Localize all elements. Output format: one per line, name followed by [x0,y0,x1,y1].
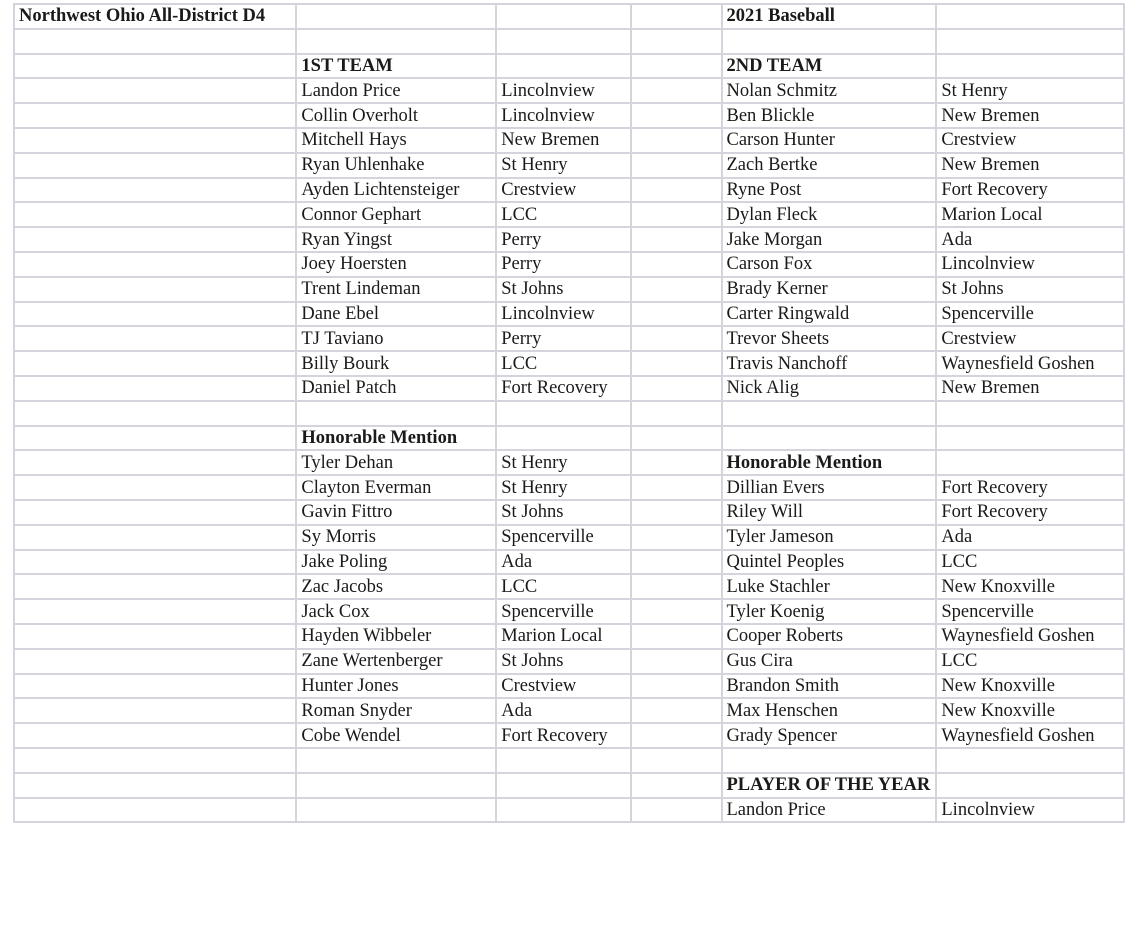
empty-cell[interactable] [14,698,296,723]
player-school[interactable]: Marion Local [496,624,631,649]
player-name[interactable]: Gus Cira [722,649,937,674]
player-name[interactable]: Nolan Schmitz [722,78,937,103]
player-school[interactable]: LCC [496,351,631,376]
player-name[interactable]: Carson Fox [722,252,937,277]
empty-cell[interactable] [14,29,296,54]
player-name[interactable]: Riley Will [722,500,937,525]
player-school[interactable]: Fort Recovery [496,376,631,401]
sheet-row [14,376,1124,401]
player-name[interactable]: Ryan Yingst [296,227,496,252]
empty-cell[interactable] [631,78,721,103]
player-school[interactable]: Spencerville [496,599,631,624]
player-name[interactable]: Jack Cox [296,599,496,624]
empty-cell[interactable] [936,773,1124,798]
sheet-row [14,78,1124,103]
honorable-mention-heading[interactable]: Honorable Mention [722,450,937,475]
empty-cell[interactable] [14,302,296,327]
empty-cell[interactable] [936,401,1124,426]
player-school[interactable]: St Henry [936,78,1124,103]
empty-cell[interactable] [14,153,296,178]
player-name[interactable]: Daniel Patch [296,376,496,401]
sheet-row [14,4,1124,29]
player-school[interactable]: St Johns [496,649,631,674]
player-name[interactable]: Mitchell Hays [296,128,496,153]
empty-cell[interactable] [631,401,721,426]
second-team-heading[interactable]: 2ND TEAM [722,54,937,79]
sheet-title[interactable]: Northwest Ohio All-District D4 [14,4,296,29]
player-school[interactable]: St Henry [496,475,631,500]
empty-cell[interactable] [14,723,296,748]
player-school[interactable]: Crestview [496,178,631,203]
empty-cell[interactable] [296,29,496,54]
first-team-heading[interactable]: 1ST TEAM [296,54,496,79]
empty-cell[interactable] [631,674,721,699]
player-name[interactable]: Brandon Smith [722,674,937,699]
sheet-row [14,599,1124,624]
empty-cell[interactable] [631,153,721,178]
player-name[interactable]: Luke Stachler [722,574,937,599]
player-school[interactable]: Ada [936,227,1124,252]
empty-cell[interactable] [14,277,296,302]
empty-cell[interactable] [631,54,721,79]
player-school[interactable]: Spencerville [496,525,631,550]
empty-cell[interactable] [631,649,721,674]
empty-cell[interactable] [631,4,721,29]
empty-cell[interactable] [631,550,721,575]
player-school[interactable]: St Henry [496,450,631,475]
player-school[interactable]: Waynesfield Goshen [936,624,1124,649]
empty-cell[interactable] [296,748,496,773]
empty-cell[interactable] [631,798,721,823]
empty-cell[interactable] [631,624,721,649]
empty-cell[interactable] [631,29,721,54]
player-school[interactable]: Fort Recovery [936,500,1124,525]
sheet-subtitle[interactable]: 2021 Baseball [722,4,937,29]
sheet-row [14,326,1124,351]
empty-cell[interactable] [631,227,721,252]
sheet-row [14,574,1124,599]
empty-cell[interactable] [14,475,296,500]
empty-cell[interactable] [496,401,631,426]
player-name[interactable]: Max Henschen [722,698,937,723]
player-school[interactable]: Crestview [936,128,1124,153]
player-name[interactable]: Connor Gephart [296,202,496,227]
player-school[interactable]: Fort Recovery [496,723,631,748]
empty-cell[interactable] [936,748,1124,773]
sheet-row [14,475,1124,500]
empty-cell[interactable] [631,128,721,153]
player-school[interactable]: St Johns [936,277,1124,302]
player-name[interactable]: Tyler Koenig [722,599,937,624]
empty-cell[interactable] [14,128,296,153]
empty-cell[interactable] [14,227,296,252]
sheet-row [14,624,1124,649]
sheet-row [14,29,1124,54]
sheet-row [14,128,1124,153]
empty-cell[interactable] [14,78,296,103]
empty-cell[interactable] [14,426,296,451]
empty-cell[interactable] [631,475,721,500]
empty-cell[interactable] [14,401,296,426]
player-school[interactable]: LCC [496,202,631,227]
player-school[interactable]: Perry [496,326,631,351]
player-school[interactable]: Ada [936,525,1124,550]
sheet-row [14,178,1124,203]
empty-cell[interactable] [936,54,1124,79]
player-school[interactable]: Crestview [496,674,631,699]
player-name[interactable]: Ayden Lichtensteiger [296,178,496,203]
empty-cell[interactable] [631,178,721,203]
player-school[interactable]: Fort Recovery [936,178,1124,203]
sheet-row [14,54,1124,79]
sheet-row [14,525,1124,550]
empty-cell[interactable] [631,748,721,773]
player-name[interactable]: Dylan Fleck [722,202,937,227]
empty-cell[interactable] [14,103,296,128]
player-name[interactable]: Dillian Evers [722,475,937,500]
empty-cell[interactable] [14,649,296,674]
empty-cell[interactable] [496,4,631,29]
player-school[interactable]: Lincolnview [936,252,1124,277]
player-school[interactable]: New Bremen [936,153,1124,178]
empty-cell[interactable] [496,29,631,54]
player-school[interactable]: Waynesfield Goshen [936,351,1124,376]
empty-cell[interactable] [631,599,721,624]
sheet-row [14,698,1124,723]
player-school[interactable]: Lincolnview [496,78,631,103]
player-school[interactable]: Crestview [936,326,1124,351]
player-school[interactable]: St Henry [496,153,631,178]
empty-cell[interactable] [722,748,937,773]
empty-cell[interactable] [14,550,296,575]
empty-cell[interactable] [722,401,937,426]
player-school[interactable]: Marion Local [936,202,1124,227]
sheet-row [14,252,1124,277]
sheet-row [14,153,1124,178]
player-school[interactable]: St Johns [496,500,631,525]
player-of-year-heading[interactable]: PLAYER OF THE YEAR [722,773,937,798]
player-name[interactable]: Trevor Sheets [722,326,937,351]
empty-cell[interactable] [631,103,721,128]
sheet-row [14,723,1124,748]
empty-cell[interactable] [14,574,296,599]
spreadsheet-grid [13,3,1125,823]
empty-cell[interactable] [936,4,1124,29]
empty-cell[interactable] [631,450,721,475]
empty-cell[interactable] [14,748,296,773]
player-name[interactable]: Hunter Jones [296,674,496,699]
player-of-year-school[interactable]: Lincolnview [936,798,1124,823]
player-name[interactable]: Collin Overholt [296,103,496,128]
empty-cell[interactable] [631,525,721,550]
player-school[interactable]: Fort Recovery [936,475,1124,500]
player-school[interactable]: Perry [496,227,631,252]
empty-cell[interactable] [631,277,721,302]
player-school[interactable]: New Knoxville [936,574,1124,599]
player-name[interactable]: Trent Lindeman [296,277,496,302]
sheet-row [14,500,1124,525]
player-school[interactable]: LCC [496,574,631,599]
empty-cell[interactable] [14,773,296,798]
empty-cell[interactable] [631,426,721,451]
player-name[interactable]: Ryne Post [722,178,937,203]
empty-cell[interactable] [14,376,296,401]
empty-cell[interactable] [496,773,631,798]
sheet-row [14,202,1124,227]
player-name[interactable]: Brady Kerner [722,277,937,302]
player-name[interactable]: Cobe Wendel [296,723,496,748]
player-school[interactable]: Perry [496,252,631,277]
empty-cell[interactable] [296,798,496,823]
player-name[interactable]: Tyler Dehan [296,450,496,475]
empty-cell[interactable] [722,29,937,54]
player-school[interactable]: New Bremen [936,376,1124,401]
sheet-row [14,426,1124,451]
sheet-row [14,550,1124,575]
player-name[interactable]: Travis Nanchoff [722,351,937,376]
player-name[interactable]: Dane Ebel [296,302,496,327]
player-name[interactable]: Hayden Wibbeler [296,624,496,649]
empty-cell[interactable] [936,426,1124,451]
player-name[interactable]: Ben Blickle [722,103,937,128]
sheet-row [14,773,1124,798]
player-school[interactable]: LCC [936,550,1124,575]
empty-cell[interactable] [631,302,721,327]
player-name[interactable]: Roman Snyder [296,698,496,723]
sheet-row [14,277,1124,302]
empty-cell[interactable] [936,450,1124,475]
empty-cell[interactable] [14,351,296,376]
empty-cell[interactable] [14,450,296,475]
empty-cell[interactable] [14,599,296,624]
player-name[interactable]: TJ Taviano [296,326,496,351]
player-school[interactable]: Waynesfield Goshen [936,723,1124,748]
empty-cell[interactable] [14,326,296,351]
sheet-row [14,351,1124,376]
player-name[interactable]: Carson Hunter [722,128,937,153]
player-name[interactable]: Carter Ringwald [722,302,937,327]
sheet-row [14,674,1124,699]
empty-cell[interactable] [14,525,296,550]
empty-cell[interactable] [722,426,937,451]
player-name[interactable]: Ryan Uhlenhake [296,153,496,178]
player-school[interactable]: LCC [936,649,1124,674]
empty-cell[interactable] [14,624,296,649]
sheet-row [14,649,1124,674]
empty-cell[interactable] [496,748,631,773]
player-name[interactable]: Zane Wertenberger [296,649,496,674]
empty-cell[interactable] [631,326,721,351]
player-school[interactable]: St Johns [496,277,631,302]
player-of-year-name[interactable]: Landon Price [722,798,937,823]
player-school[interactable]: New Knoxville [936,674,1124,699]
empty-cell[interactable] [14,798,296,823]
player-school[interactable]: Ada [496,550,631,575]
empty-cell[interactable] [14,202,296,227]
spreadsheet-body [14,4,1124,822]
player-name[interactable]: Clayton Everman [296,475,496,500]
empty-cell[interactable] [496,54,631,79]
player-name[interactable]: Grady Spencer [722,723,937,748]
player-name[interactable]: Joey Hoersten [296,252,496,277]
player-school[interactable]: New Bremen [496,128,631,153]
empty-cell[interactable] [631,252,721,277]
player-name[interactable]: Zach Bertke [722,153,937,178]
empty-cell[interactable] [296,401,496,426]
honorable-mention-heading[interactable]: Honorable Mention [296,426,496,451]
sheet-row [14,450,1124,475]
sheet-row [14,227,1124,252]
player-name[interactable]: Zac Jacobs [296,574,496,599]
sheet-row [14,103,1124,128]
player-name[interactable]: Cooper Roberts [722,624,937,649]
player-name[interactable]: Gavin Fittro [296,500,496,525]
player-school[interactable]: Ada [496,698,631,723]
empty-cell[interactable] [631,723,721,748]
sheet-row [14,748,1124,773]
player-school[interactable]: Spencerville [936,599,1124,624]
empty-cell[interactable] [496,798,631,823]
player-name[interactable]: Nick Alig [722,376,937,401]
empty-cell[interactable] [14,500,296,525]
empty-cell[interactable] [631,773,721,798]
player-name[interactable]: Tyler Jameson [722,525,937,550]
empty-cell[interactable] [936,29,1124,54]
sheet-row [14,302,1124,327]
empty-cell[interactable] [631,351,721,376]
empty-cell[interactable] [296,4,496,29]
player-name[interactable]: Quintel Peoples [722,550,937,575]
empty-cell[interactable] [496,426,631,451]
empty-cell[interactable] [14,54,296,79]
player-name[interactable]: Billy Bourk [296,351,496,376]
player-name[interactable]: Jake Morgan [722,227,937,252]
player-school[interactable]: New Knoxville [936,698,1124,723]
empty-cell[interactable] [631,574,721,599]
empty-cell[interactable] [631,376,721,401]
empty-cell[interactable] [631,202,721,227]
player-school[interactable]: Spencerville [936,302,1124,327]
empty-cell[interactable] [296,773,496,798]
sheet-row [14,401,1124,426]
player-name[interactable]: Jake Poling [296,550,496,575]
sheet-row [14,798,1124,823]
empty-cell[interactable] [14,252,296,277]
empty-cell[interactable] [631,698,721,723]
player-name[interactable]: Sy Morris [296,525,496,550]
empty-cell[interactable] [631,500,721,525]
player-name[interactable]: Landon Price [296,78,496,103]
player-school[interactable]: Lincolnview [496,103,631,128]
player-school[interactable]: Lincolnview [496,302,631,327]
empty-cell[interactable] [14,178,296,203]
empty-cell[interactable] [14,674,296,699]
player-school[interactable]: New Bremen [936,103,1124,128]
